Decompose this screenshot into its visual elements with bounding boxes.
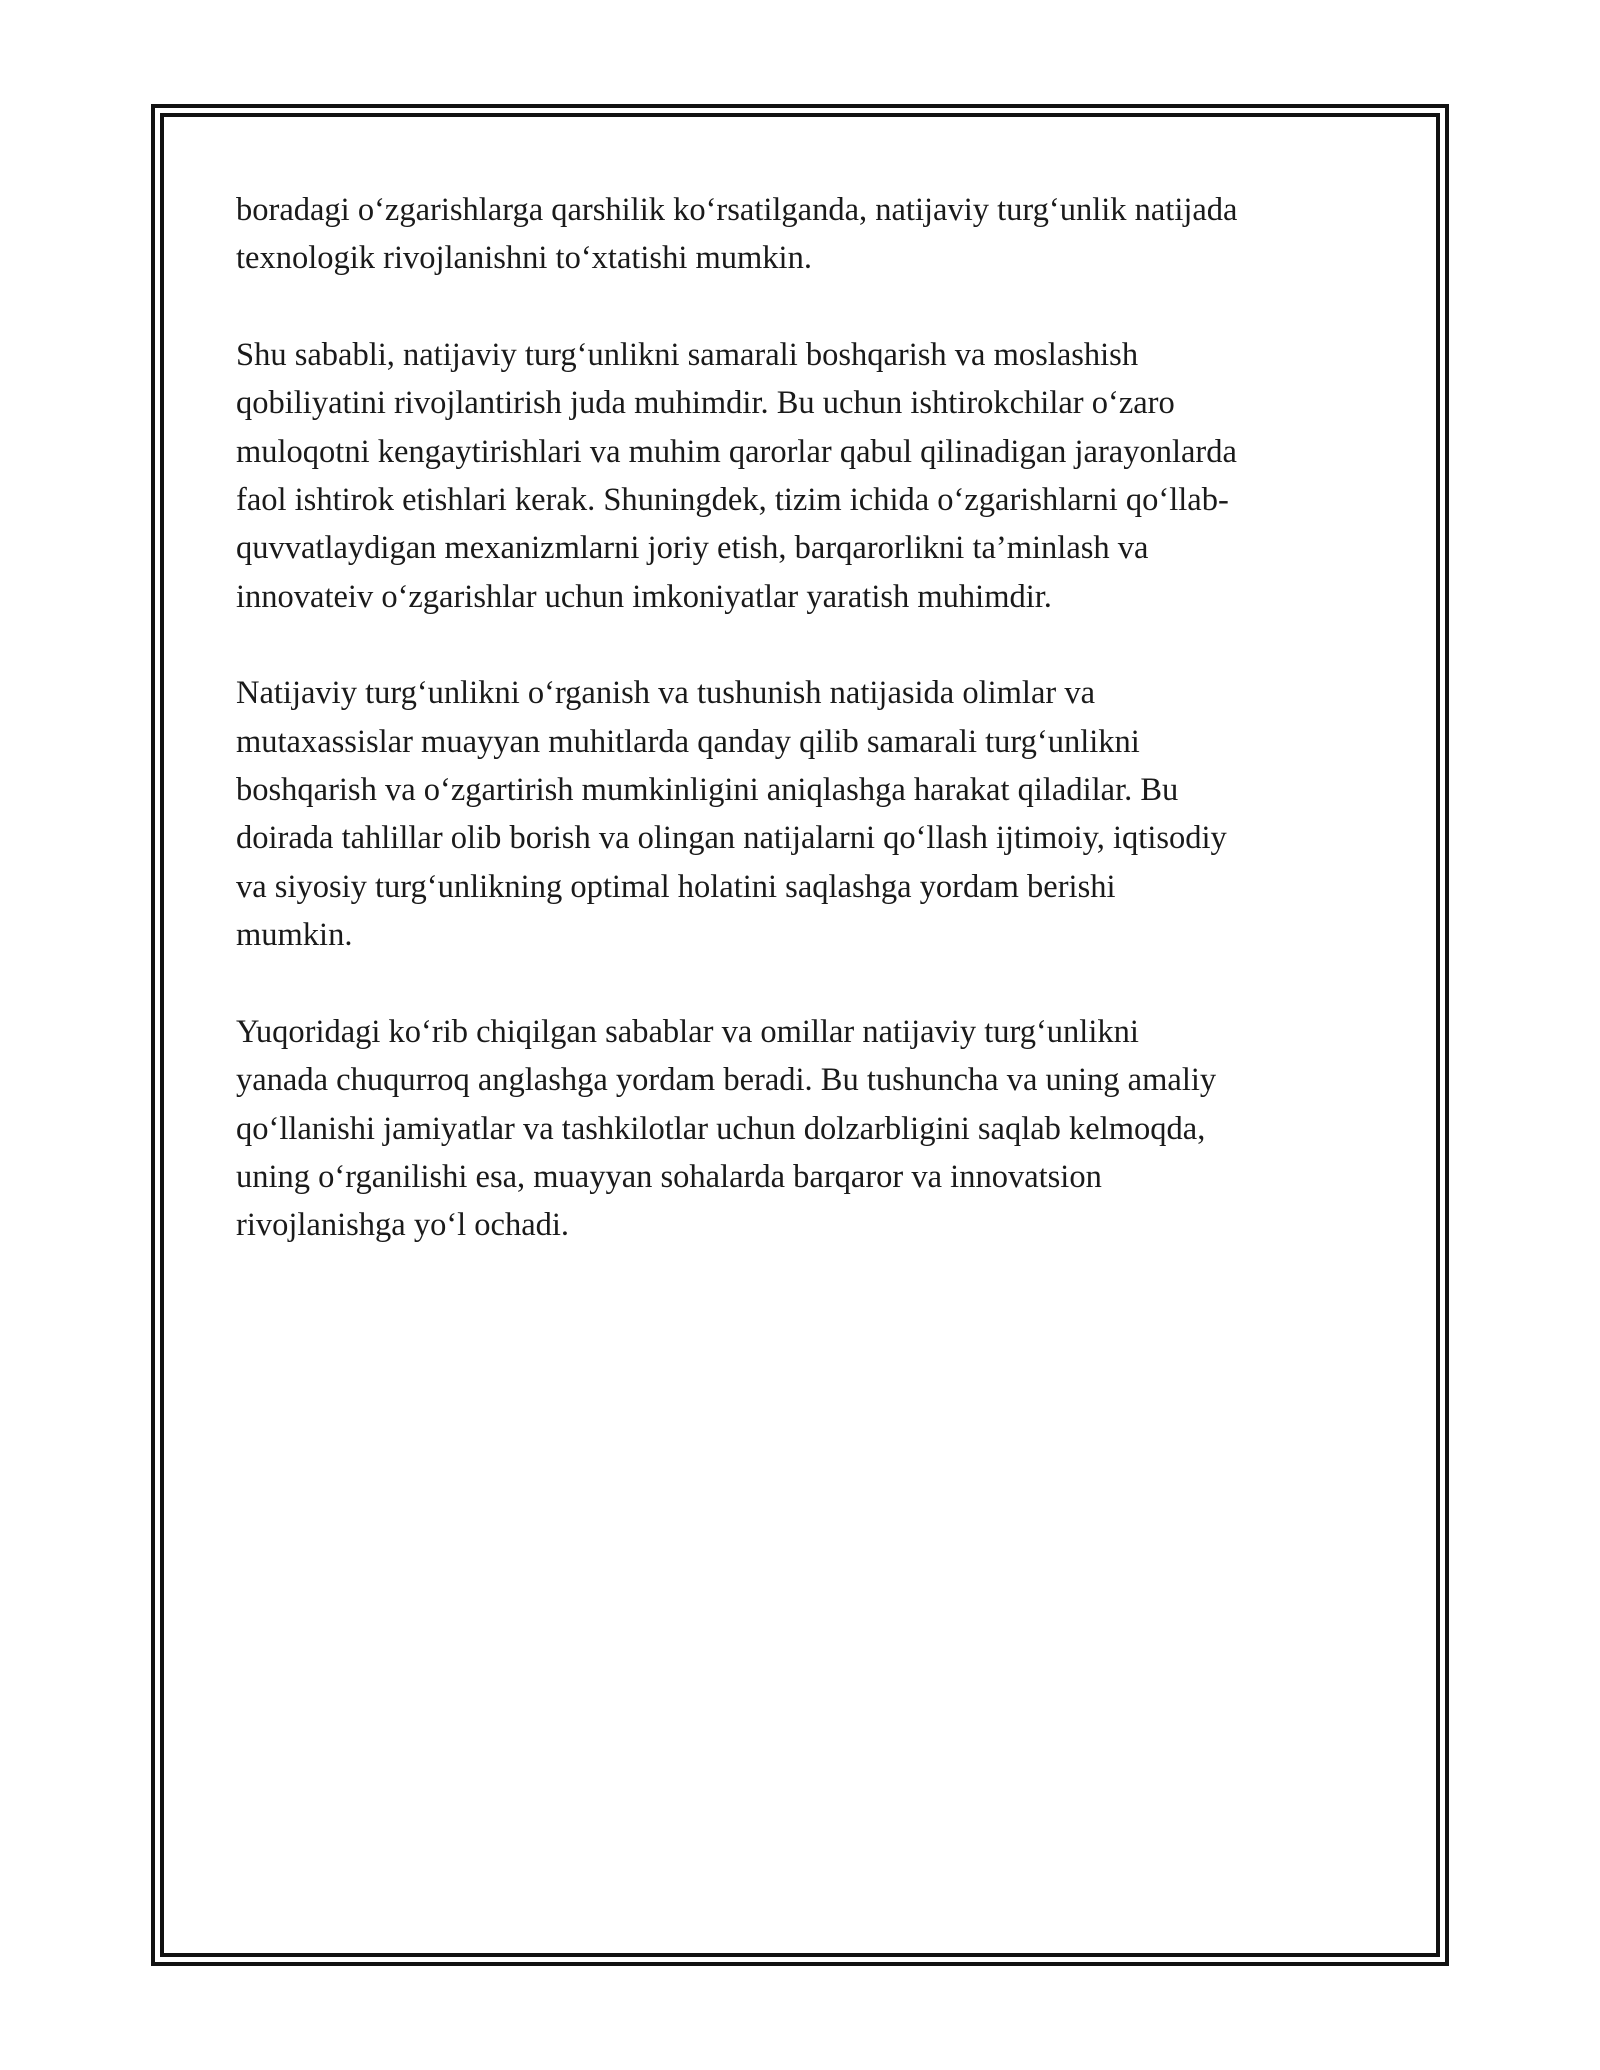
paragraph-4: Yuqoridagi ko‘rib chiqilgan sabablar va omillar natijaviy turg‘unlikni yanada chuqurroq anglashga yordam beradi. Bu tushuncha va uning amaliy qo‘llanishi jamiyatlar va tashkilotlar uchun dolzarbligini saqlab kelmoqda, uning o‘rganilishi esa, muayyan sohalarda barqaror va innovatsion rivojlanishga yo‘l ochadi. [236,1013,1217,1244]
paragraph-3: Natijaviy turg‘unlikni o‘rganish va tushunish natijasida olimlar va mutaxassislar muayyan muhitlarda qanday qilib samarali turg‘unlikni boshqarish va o‘zgartirish mumkinligini aniqlashga harakat qiladilar. Bu doirada tahlillar olib borish va olingan natijalarni qo‘llash ijtimoiy, iqtisodiy va siyosiy turg‘unlikning optimal holatini saqlashga yordam berishi mumkin. [236,675,1227,954]
document-body [236,186,1386,1298]
paragraph-2: Shu sababli, natijaviy turg‘unlikni samarali boshqarish va moslashish qobiliyatini rivojlantirish juda muhimdir. Bu uchun ishtirokchilar o‘zaro muloqotni kengaytirishlari va muhim qarorlar qabul qilinadigan jarayonlarda faol ishtirok etishlari kerak. Shuningdek, tizim ichida o‘zgarishlarni qo‘llab- quvvatlaydigan mexanizmlarni joriy etish, barqarorlikni ta’minlash va innovateiv o‘zgarishlar uchun imkoniyatlar yaratish muhimdir. [236,336,1237,615]
paragraph-1: boradagi o‘zgarishlarga qarshilik ko‘rsatilganda, natijaviy turg‘unlik natijada texnologik rivojlanishni to‘xtatishi mumkin. [236,192,1238,277]
